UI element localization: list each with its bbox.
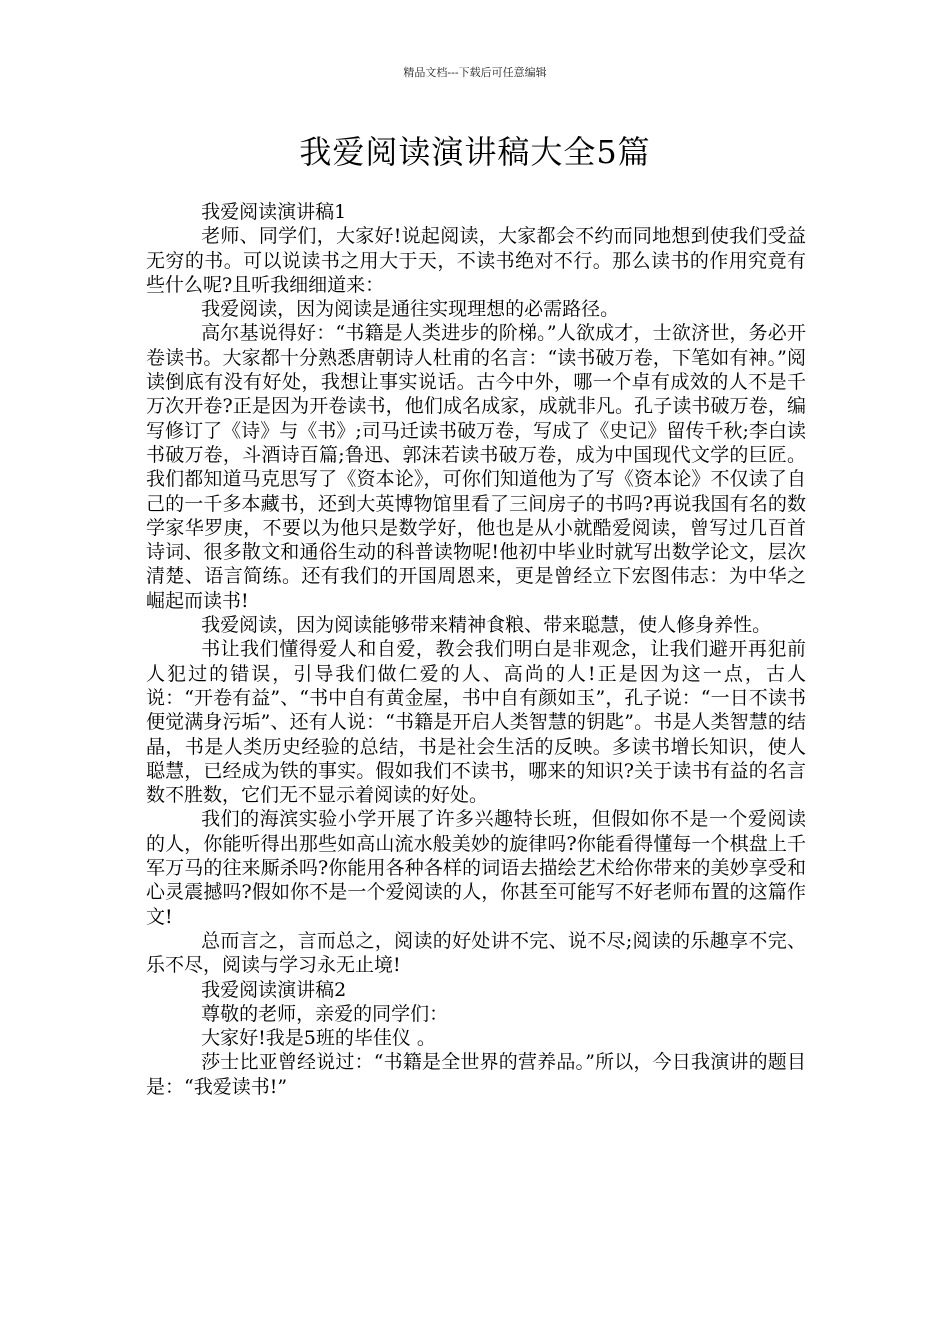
header-note: 精品文档---下载后可任意编辑 [403,66,547,79]
paragraph: 莎士比亚曾经说过：“书籍是全世界的营养品。”所以，今日我演讲的题目是：“我爱读书!” [146,1051,806,1098]
paragraph: 老师、同学们，大家好!说起阅读，大家都会不约而同地想到使我们受益无穷的书。可以说读书之用大于天，不读书绝对不行。那么读书的作用究竟有些什么呢?且听我细细道来： [146,225,806,296]
paragraph: 尊敬的老师，亲爱的同学们： [201,1002,449,1025]
paragraph: 我爱阅读，因为阅读能够带来精神食粮、带来聪慧，使人修身养性。 [201,614,772,637]
section-heading-2: 我爱阅读演讲稿2 [201,978,347,1001]
paragraph: 大家好!我是5班的毕佳仪 。 [201,1027,436,1050]
paragraph: 书让我们懂得爱人和自爱，教会我们明白是非观念，让我们避开再犯前人犯过的错误，引导我们做仁爱的人、高尚的人!正是因为这一点，古人说：“开卷有益”、“书中自有黄金屋，书中自有颜如玉”，孔子说：“一日不读书便觉满身污垢”、还有人说：“书籍是开启人类智慧的钥匙”。书是人类智慧的结晶，书是人类历史经验的总结，书是社会生活的反映。多读书增长知识，使人聪慧，已经成为铁的事实。假如我们不读书，哪来的知识?关于读书有益的名言数不胜数，它们无不显示着阅读的好处。 [146,638,806,807]
document-title: 我爱阅读演讲稿大全5篇 [299,133,651,171]
paragraph: 我们的海滨实验小学开展了许多兴趣特长班，但假如你不是一个爱阅读的人，你能听得出那些如高山流水般美妙的旋律吗?你能看得懂每一个棋盘上千军万马的往来厮杀吗?你能用各种各样的词语去描绘艺术给你带来的美妙享受和心灵震撼吗?假如你不是一个爱阅读的人，你甚至可能写不好老师布置的这篇作文! [146,808,806,928]
document-body [146,200,806,1099]
paragraph: 总而言之，言而总之，阅读的好处讲不完、说不尽;阅读的乐趣享不完、乐不尽，阅读与学习永无止境! [146,929,806,977]
paragraph: 我爱阅读，因为阅读是通往实现理想的必需路径。 [201,298,620,321]
section-heading-1: 我爱阅读演讲稿1 [201,201,347,223]
paragraph: 高尔基说得好：“书籍是人类进步的阶梯。”人欲成才，士欲济世，务必开卷读书。大家都十分熟悉唐朝诗人杜甫的名言：“读书破万卷，下笔如有神。”阅读倒底有没有好处，我想让事实说话。古今中外，哪一个卓有成效的人不是千万次开卷?正是因为开卷读书，他们成名成家，成就非凡。孔子读书破万卷，编写修订了《诗》与《书》;司马迁读书破万卷，写成了《史记》留传千秋;李白读书破万卷，斗酒诗百篇;鲁迅、郭沫若读书破万卷，成为中国现代文学的巨匠。我们都知道马克思写了《资本论》，可你们知道他为了写《资本论》不仅读了自己的一千多本藏书，还到大英博物馆里看了三间房子的书吗?再说我国有名的数学家华罗庚，不要以为他只是数学好，他也是从小就酷爱阅读，曾写过几百首诗词、很多散文和通俗生动的科普读物呢!他初中毕业时就写出数学论文，层次清楚、语言简练。还有我们的开国周恩来，更是曾经立下宏图伟志：为中华之崛起而读书! [146,322,806,612]
